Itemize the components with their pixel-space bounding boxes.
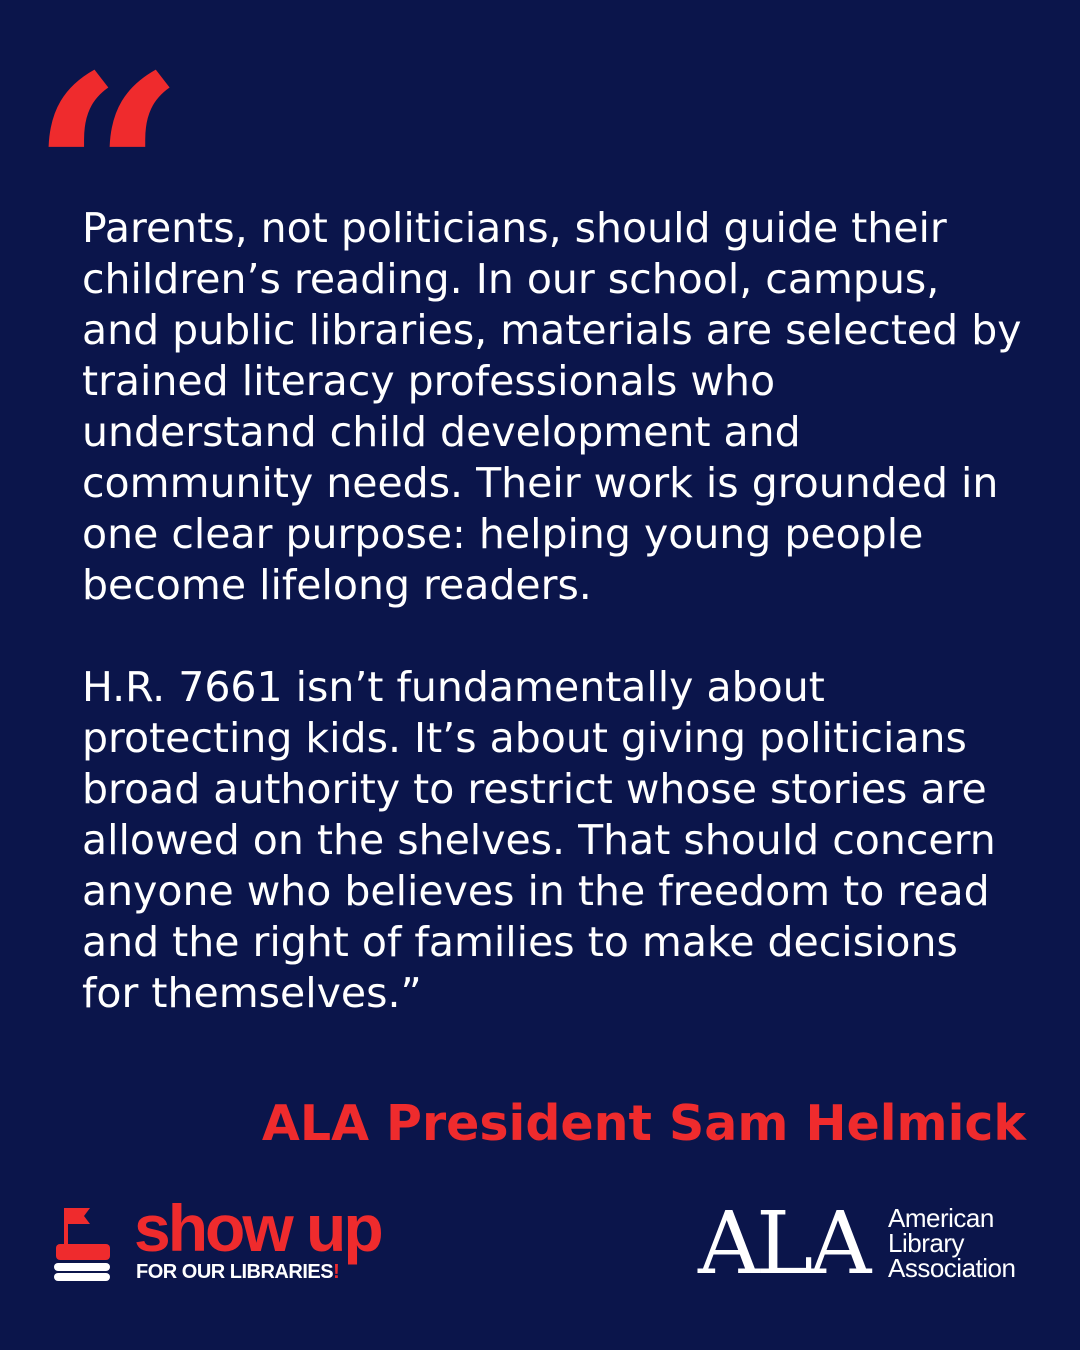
flag-on-books-icon (54, 1206, 112, 1282)
show-up-exclamation: ! (333, 1261, 340, 1283)
show-up-tagline (136, 1260, 339, 1284)
quote-attribution: ALA President Sam Helmick (261, 1095, 1026, 1152)
ala-letters: ALA (698, 1194, 868, 1294)
quote-body (82, 203, 1022, 1019)
show-up-wordmark: show up (134, 1191, 381, 1265)
ala-name-line-1: American (888, 1203, 994, 1233)
quote-paragraph-2: H.R. 7661 isn’t fundamentally about protecting kids. It’s about giving politicians broad authority to restrict whose stories are allowed on the shelves. That should concern anyone who believes in the freedom to read and the right of families to make decisions for themselves.” (82, 663, 996, 1017)
ala-name-line-3: Association (888, 1253, 1016, 1283)
show-up-for-our-libraries-logo (54, 1191, 414, 1290)
american-library-association-logo (698, 1194, 1028, 1294)
quote-paragraph-1: Parents, not politicians, should guide their children’s reading. In our school, campus, and public libraries, materials are selected by trained literacy professionals who understand child development and community needs. Their work is grounded in one clear purpose: helping young people become lifelong readers. (82, 204, 1022, 609)
open-quote-mark: “ (30, 16, 166, 334)
ala-name-line-2: Library (888, 1228, 964, 1258)
ala-name (888, 1203, 1016, 1283)
show-up-subtitle: FOR OUR LIBRARIES (136, 1261, 334, 1283)
